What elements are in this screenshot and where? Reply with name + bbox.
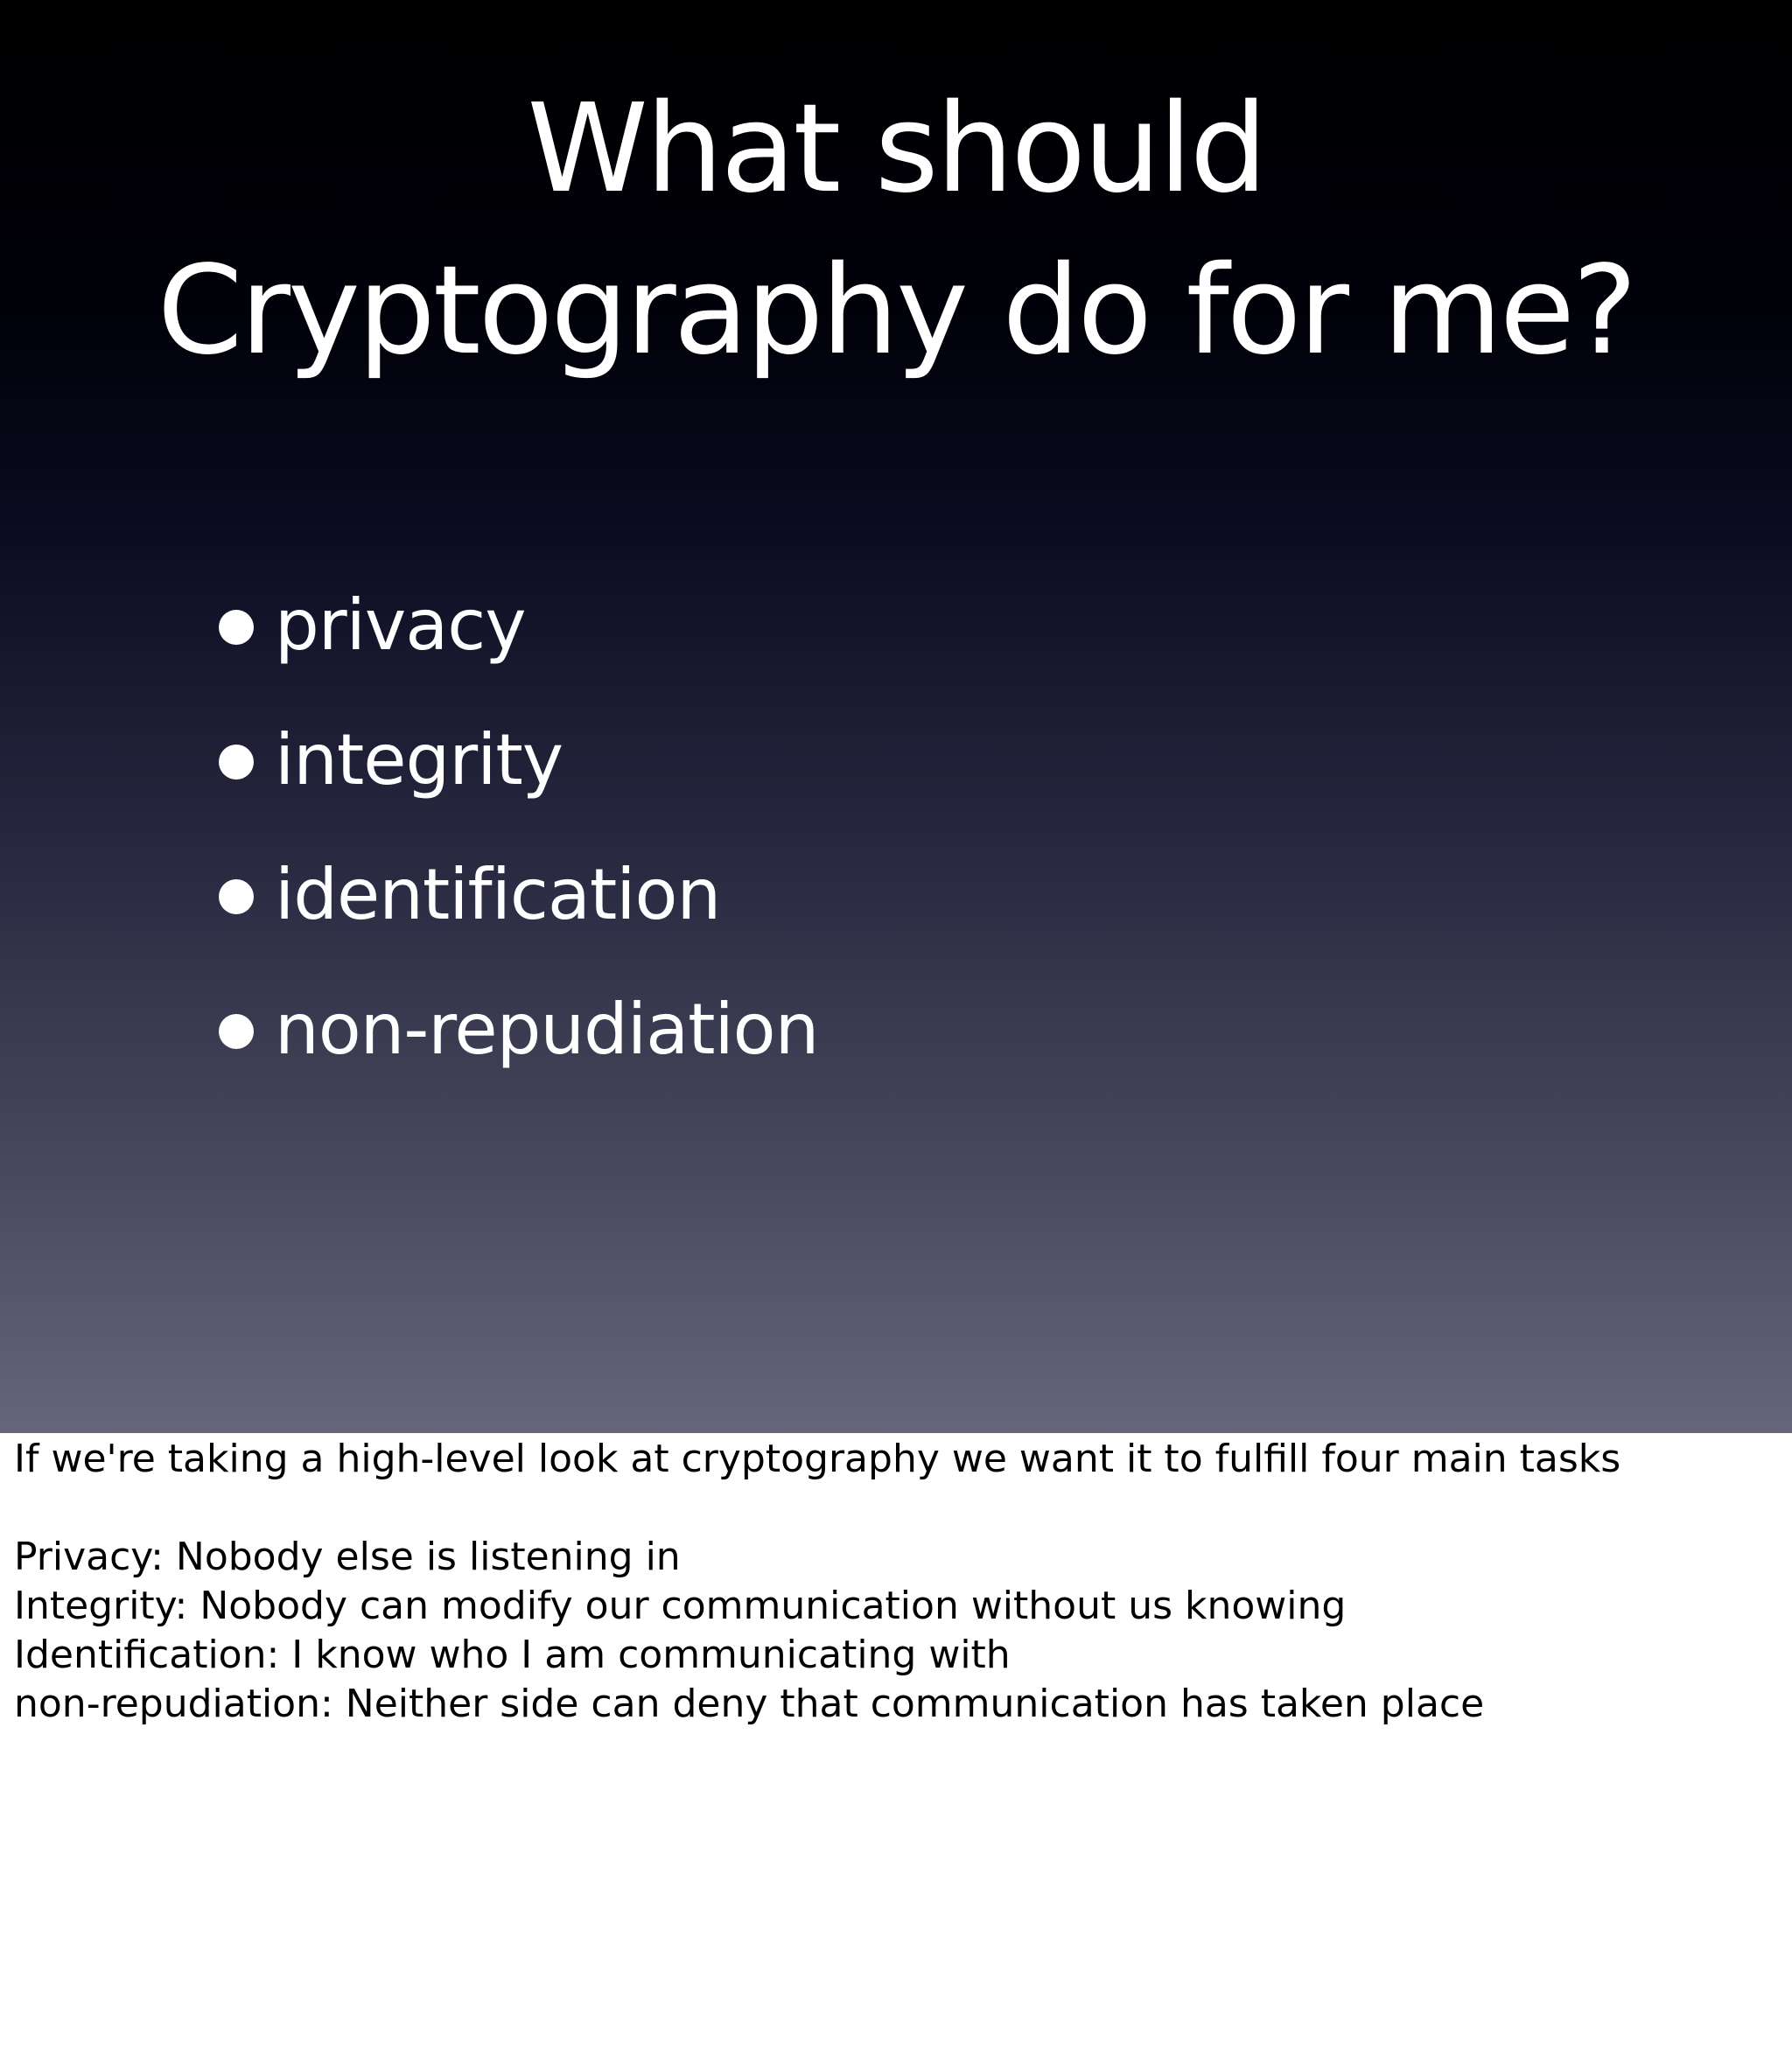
bullet-dot-icon — [219, 1014, 254, 1049]
bullet-dot-icon — [219, 610, 254, 645]
bullet-dot-icon — [219, 879, 254, 914]
notes-line-privacy: Privacy: Nobody else is listening in — [14, 1535, 681, 1579]
notes-spacer — [14, 1484, 1773, 1533]
slide-title — [0, 68, 1792, 392]
bullet-item-integrity — [219, 708, 818, 843]
notes-line-identification: Identification: I know who I am communicating with — [14, 1633, 1011, 1677]
bullet-item-privacy — [219, 573, 818, 708]
slide-title-line-2: Cryptography do for me? — [157, 240, 1635, 382]
bullet-text: non-repudiation — [275, 989, 819, 1070]
notes-line-integrity: Integrity: Nobody can modify our communication without us knowing — [14, 1584, 1347, 1628]
bullet-text: identification — [275, 854, 721, 935]
notes-line-non-repudiation: non-repudiation: Neither side can deny that communication has taken place — [14, 1682, 1485, 1726]
bullet-text: integrity — [275, 719, 564, 801]
bullet-text: privacy — [275, 584, 526, 666]
slide-title-line-1: What should — [527, 78, 1265, 220]
notes-intro: If we're taking a high-level look at cryptography we want it to fulfill four main tasks — [14, 1437, 1621, 1481]
speaker-notes — [14, 1435, 1773, 1729]
bullet-list — [219, 573, 818, 1112]
bullet-item-identification — [219, 843, 818, 977]
bullet-dot-icon — [219, 745, 254, 780]
bullet-item-non-repudiation — [219, 977, 818, 1112]
